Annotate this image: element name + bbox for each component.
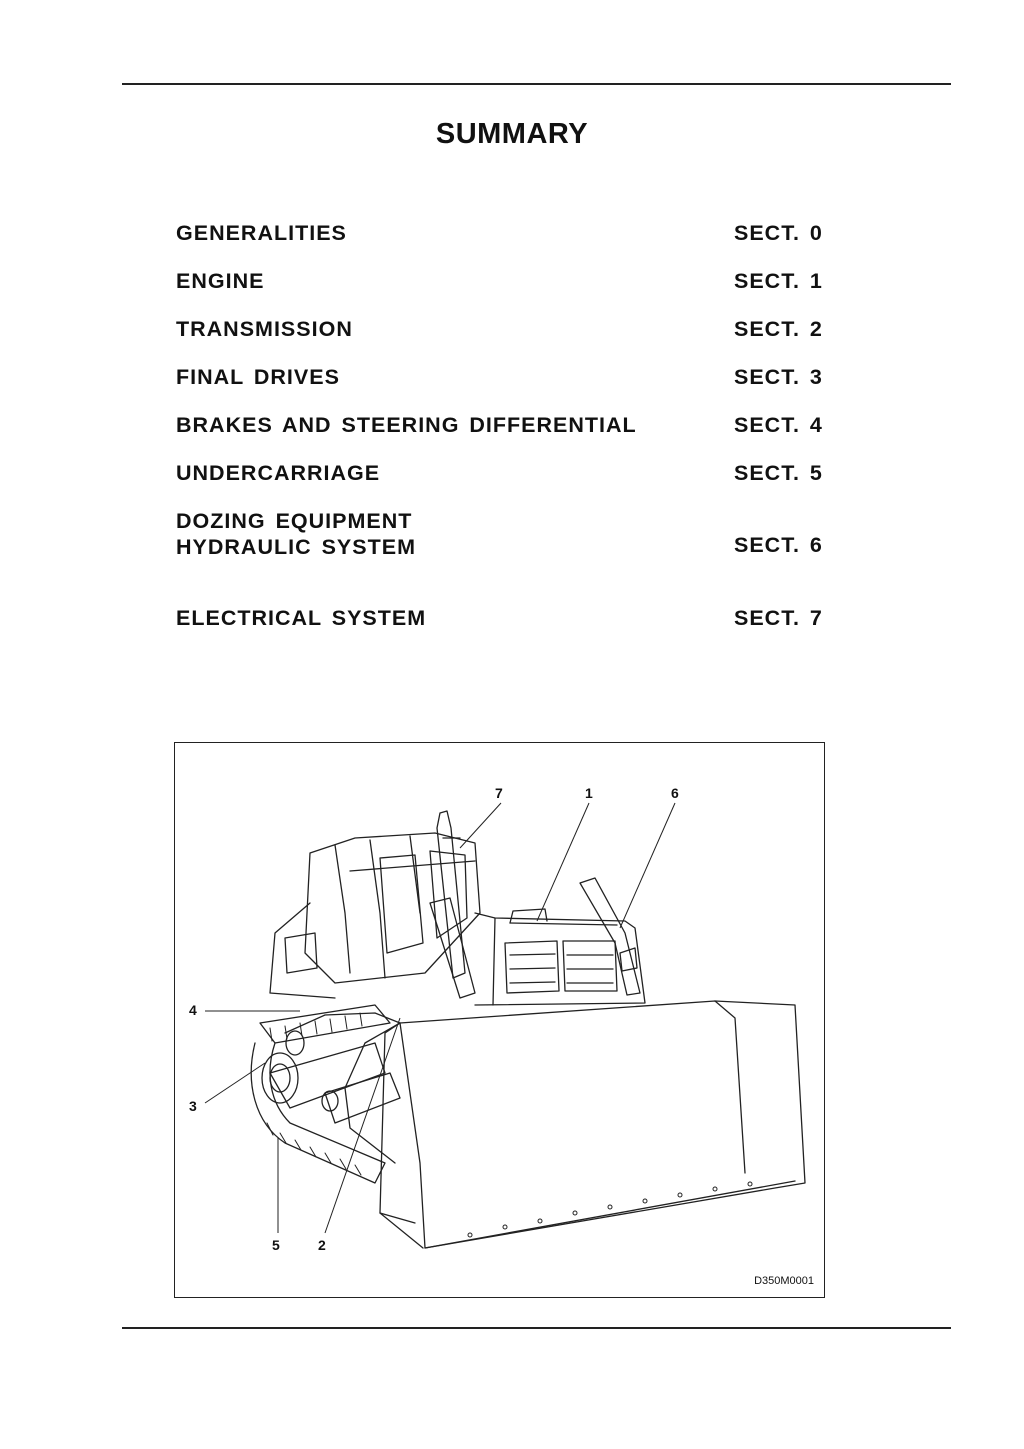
toc-section: SECT. 5 — [734, 461, 823, 485]
toc-label: UNDERCARRIAGE — [176, 461, 381, 485]
toc-label: TRANSMISSION — [176, 317, 353, 341]
callout-4: 4 — [189, 1002, 197, 1018]
toc-label: FINAL DRIVES — [176, 365, 340, 389]
bulldozer-illustration — [175, 743, 826, 1299]
figure-code: D350M0001 — [754, 1275, 814, 1287]
top-rule — [122, 83, 951, 85]
callout-2: 2 — [318, 1237, 326, 1253]
callout-7: 7 — [495, 785, 503, 801]
toc-section: SECT. 6 — [734, 533, 823, 557]
toc-section: SECT. 0 — [734, 221, 823, 245]
callout-3: 3 — [189, 1098, 197, 1114]
toc-section: SECT. 4 — [734, 413, 823, 437]
callout-6: 6 — [671, 785, 679, 801]
callout-5: 5 — [272, 1237, 280, 1253]
bulldozer-figure — [174, 742, 825, 1298]
toc-section: SECT. 7 — [734, 606, 823, 630]
toc-label: ELECTRICAL SYSTEM — [176, 606, 427, 630]
page-title: SUMMARY — [435, 118, 589, 150]
toc-label: BRAKES AND STEERING DIFFERENTIAL — [176, 413, 637, 437]
bottom-rule — [122, 1327, 951, 1329]
toc-section: SECT. 2 — [734, 317, 823, 341]
toc-section: SECT. 3 — [734, 365, 823, 389]
toc-label: ENGINE — [176, 269, 265, 293]
toc-section: SECT. 1 — [734, 269, 823, 293]
toc-label: DOZING EQUIPMENT HYDRAULIC SYSTEM — [176, 509, 416, 559]
toc-label: GENERALITIES — [176, 221, 347, 245]
callout-1: 1 — [585, 785, 593, 801]
